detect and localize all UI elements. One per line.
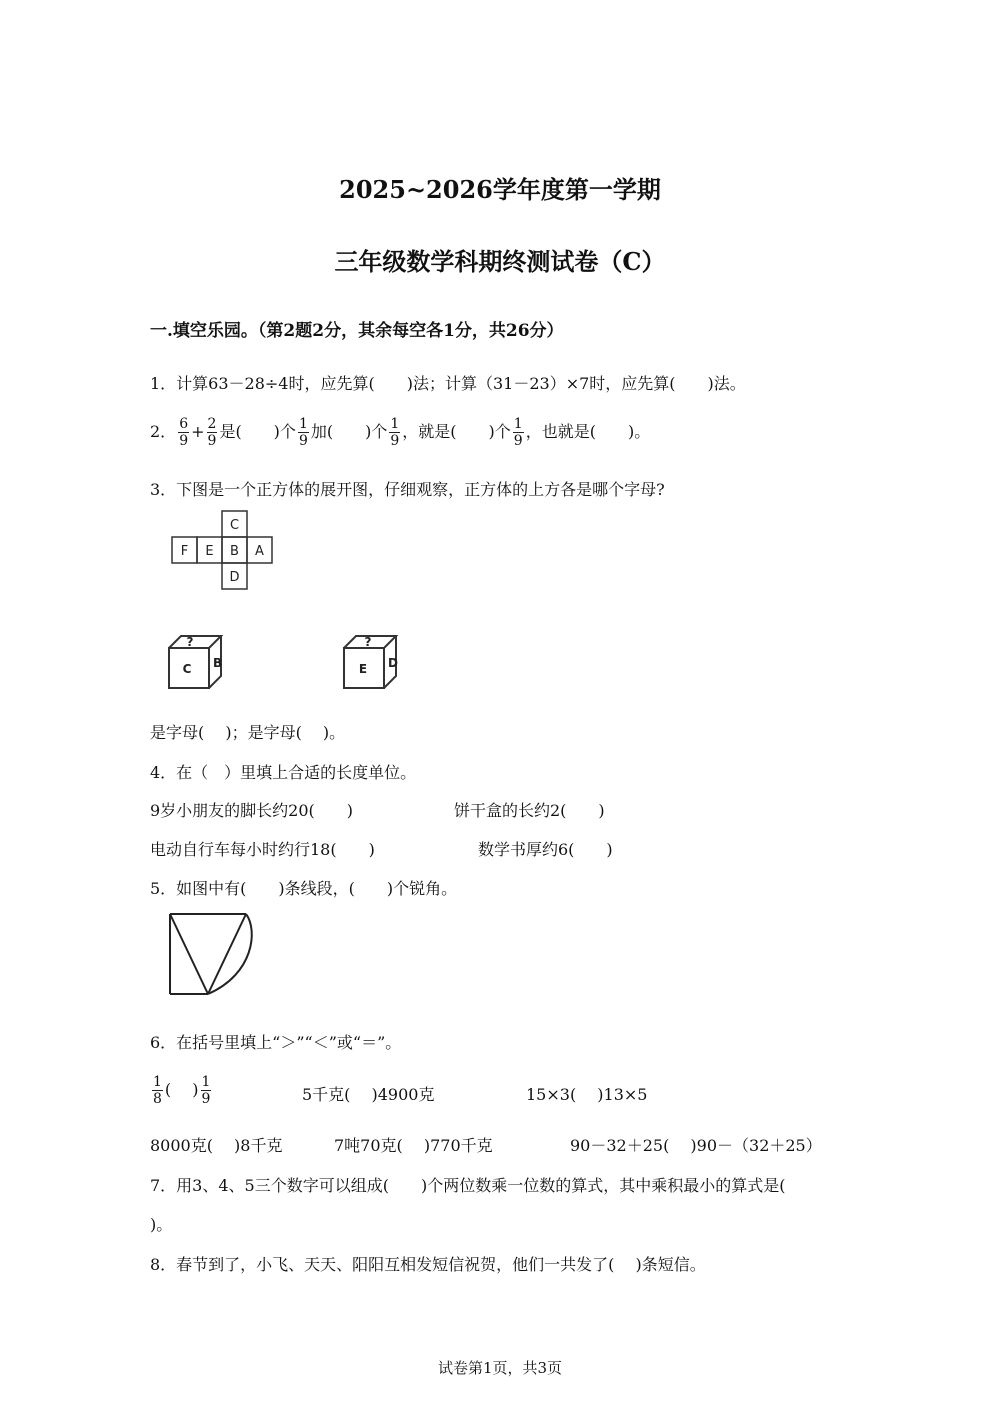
question-5: 5．如图中有( )条线段，( )个锐角。 bbox=[150, 879, 458, 898]
net-letter-f: F bbox=[180, 544, 189, 559]
fraction-1-9-a: $\frac{1}{9}$ bbox=[298, 416, 308, 449]
question-7: 7．用3、4、5三个数字可以组成( )个两位数乘一位数的算式，其中乘积最小的算式是( bbox=[150, 1176, 786, 1195]
plus-sign: + bbox=[191, 422, 205, 441]
fraction-1-9-c: $\frac{1}{9}$ bbox=[513, 416, 523, 449]
q6-item4: 8000克( )8千克 bbox=[150, 1136, 283, 1155]
cube-net-diagram bbox=[168, 508, 278, 594]
net-letter-top: C bbox=[229, 518, 240, 533]
cube-2-top: ? bbox=[364, 635, 372, 649]
question-3-answer: 是字母( )；是字母( )。 bbox=[150, 723, 346, 742]
q6-item5: 7吨70克( )770千克 bbox=[334, 1136, 493, 1155]
question-2 bbox=[150, 410, 650, 454]
q2-part3: ，就是( )个 bbox=[402, 422, 511, 441]
cube-1-top: ? bbox=[186, 635, 194, 649]
page-footer: 试卷第1页，共3页 bbox=[437, 1359, 563, 1377]
question-8: 8．春节到了，小飞、天天、阳阳互相发短信祝贺，他们一共发了( )条短信。 bbox=[150, 1255, 706, 1274]
fraction-6-9: $\frac{6}{9}$ bbox=[179, 416, 189, 449]
net-letter-a: A bbox=[255, 544, 264, 559]
fraction-2-9: $\frac{2}{9}$ bbox=[207, 416, 217, 449]
cube-1-front: C bbox=[182, 662, 192, 676]
fraction-1-8: $\frac{1}{8}$ bbox=[153, 1074, 162, 1107]
fraction-1-9-b: $\frac{1}{9}$ bbox=[390, 416, 400, 449]
q4-row1-left: 9岁小朋友的脚长约20( ) bbox=[150, 801, 354, 820]
cube-2-side: D bbox=[388, 656, 398, 670]
q2-part2: 加( )个 bbox=[310, 422, 388, 441]
cube-2-diagram bbox=[340, 630, 406, 694]
net-letter-e: E bbox=[205, 544, 214, 559]
q2-prefix: 2． bbox=[150, 422, 177, 441]
segments-angle-diagram bbox=[164, 910, 260, 1000]
q6-item3: 15×3( )13×5 bbox=[526, 1085, 648, 1104]
q6-item6: 90－32＋25( )90－（32＋25） bbox=[570, 1136, 822, 1155]
section-heading: 一.填空乐园。（第2题2分，其余每空各1分，共26分） bbox=[150, 321, 564, 341]
question-3: 3．下图是一个正方体的展开图，仔细观察，正方体的上方各是哪个字母? bbox=[150, 480, 665, 499]
cube-1-diagram bbox=[165, 630, 231, 694]
cube-2-front: E bbox=[358, 662, 368, 676]
exam-title-line1: 2025~2026学年度第一学期 bbox=[339, 175, 661, 204]
fraction-1-9-d: $\frac{1}{9}$ bbox=[201, 1074, 211, 1107]
exam-title-line2: 三年级数学科期终测试卷（C） bbox=[334, 247, 666, 276]
question-7-cont: )。 bbox=[150, 1215, 173, 1234]
q4-row2-left: 电动自行车每小时约行18( ) bbox=[150, 840, 375, 859]
q4-row1-right: 饼干盒的长约2( ) bbox=[454, 801, 605, 820]
q2-part1: 是( )个 bbox=[219, 422, 296, 441]
q6-item2: 5千克( )4900克 bbox=[302, 1085, 435, 1104]
q2-part4: ，也就是( )。 bbox=[525, 422, 651, 441]
net-letter-d: D bbox=[229, 570, 240, 585]
q6-blank-1: ( ) bbox=[164, 1080, 199, 1099]
question-4: 4．在（ ）里填上合适的长度单位。 bbox=[150, 763, 417, 782]
cube-1-side: B bbox=[213, 656, 223, 670]
question-1: 1．计算63－28÷4时，应先算( )法；计算（31－23）×7时，应先算( )法。 bbox=[150, 374, 746, 393]
q4-row2-right: 数学书厚约6( ) bbox=[478, 840, 613, 859]
q6-item1 bbox=[150, 1068, 213, 1112]
question-6: 6．在括号里填上“＞”“＜”或“＝”。 bbox=[150, 1033, 402, 1052]
net-letter-b: B bbox=[230, 544, 239, 559]
